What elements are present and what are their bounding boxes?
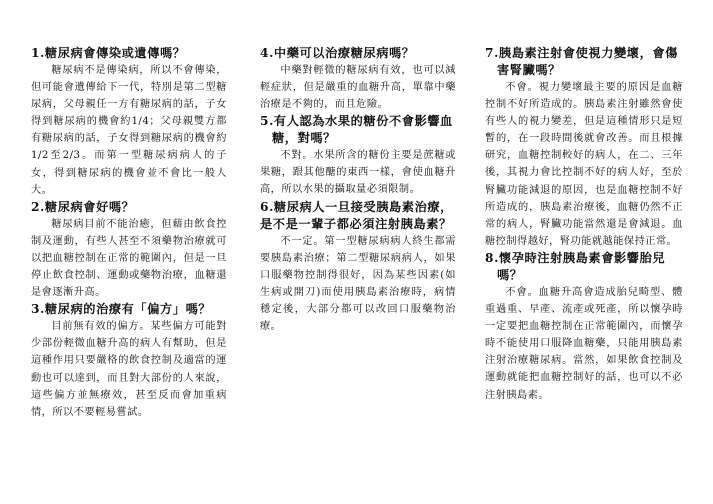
q8-heading: 8.懷孕時注射胰島素會影響胎兒嗎？ [485, 250, 666, 282]
q2-heading: 2.糖尿病會好嗎？ [31, 199, 135, 214]
q3-heading: 3.糖尿病的治療有「偏方」嗎？ [31, 302, 212, 317]
q6-answer: 不一定。第一型糖尿病病人終生都需要胰島素治療；第二型糖尿病病人，如果口服藥物控制得很好，因為某些因素(如生病或開刀)而使用胰島素治療時，病情穩定後，大部分都可以改回口服藥物治療。 [260, 235, 456, 333]
column-2 [260, 45, 456, 335]
q7-heading: 7.胰島素注射會使視力變壞，會傷害腎臟嗎？ [485, 46, 678, 77]
q5-answer: 不對。水果所含的糖份主要是蔗糖或果糖，跟其他醣的東西一樣，會使血糖升高，所以水果的攝取量必須限制。 [260, 150, 456, 196]
q7-answer: 不會。視力變壞最主要的原因是血糖控制不好所造成的。胰島素注射雖然會使有些人的視力變差，但是這種情形只是短暫的，在一段時間後就會改善。而且根據研究，血糖控制較好的病人，在二、三年後，其視力會比控制不好的病人好，至於腎臟功能減退的原因，也是血糖控制不好所造成的，胰島素治療後，血糖仍然不正常的病人，腎臟功能當然還是會減退。血糖控制得越好，腎功能就越能保持正常。 [485, 82, 683, 247]
column-3 [485, 45, 683, 404]
q2-answer: 糖尿病目前不能治癒，但藉由飲食控制及運動，有些人甚至不須藥物治療就可以把血糖控制在正常的範圍內，但是一旦停止飲食控制、運動或藥物治療，血糖還是會逐漸升高。 [31, 218, 227, 299]
q4-heading: 4.中藥可以治療糖尿病嗎？ [260, 46, 415, 60]
q6-heading: 6.糖尿病人一旦接受胰島素治療，是不是一輩子都必須注射胰島素？ [260, 199, 453, 231]
column-1 [31, 45, 227, 421]
q3-answer: 目前無有效的偏方。某些偏方可能對少部份輕微血糖升高的病人有幫助，但是這種作用只要嚴格的飲食控制及適當的運動也可以達到，而且對大部份的人來說，這些偏方並無療效，甚至反而會加重病情，所以不要輕易嘗試。 [31, 321, 227, 418]
q1-heading: 1.糖尿病會傳染或遺傳嗎？ [31, 46, 186, 60]
q1-answer: 糖尿病不是傳染病，所以不會傳染，但可能會遺傳給下一代，特別是第二型糖尿病，父母親任一方有糖尿病的話，子女得到糖尿病的機會約1/4；父母親雙方都有糖尿病的話，子女得到糖尿病的機會約1/2至2/3。而第一型糖尿病病人的子女，得到糖尿病的機會並不會比一般人大。 [31, 65, 227, 196]
q8-answer: 不會。血糖升高會造成胎兒畸型、體重過重、早產、流產或死產，所以懷孕時一定要把血糖控制在正常範圍內，而懷孕時不能使用口服降血糖藥，只能用胰島素注射治療糖尿病。當然，如果飲食控制及運動就能把血糖控制好的話，也可以不必注射胰島素。 [485, 286, 683, 401]
q4-answer: 中藥對輕微的糖尿病有效，也可以減輕症狀，但是嚴重的血糖升高，單靠中藥治療是不夠的，而且危險。 [260, 65, 456, 111]
q5-heading: 5.有人認為水果的糖份不會影響血糖，對嗎？ [260, 114, 453, 146]
